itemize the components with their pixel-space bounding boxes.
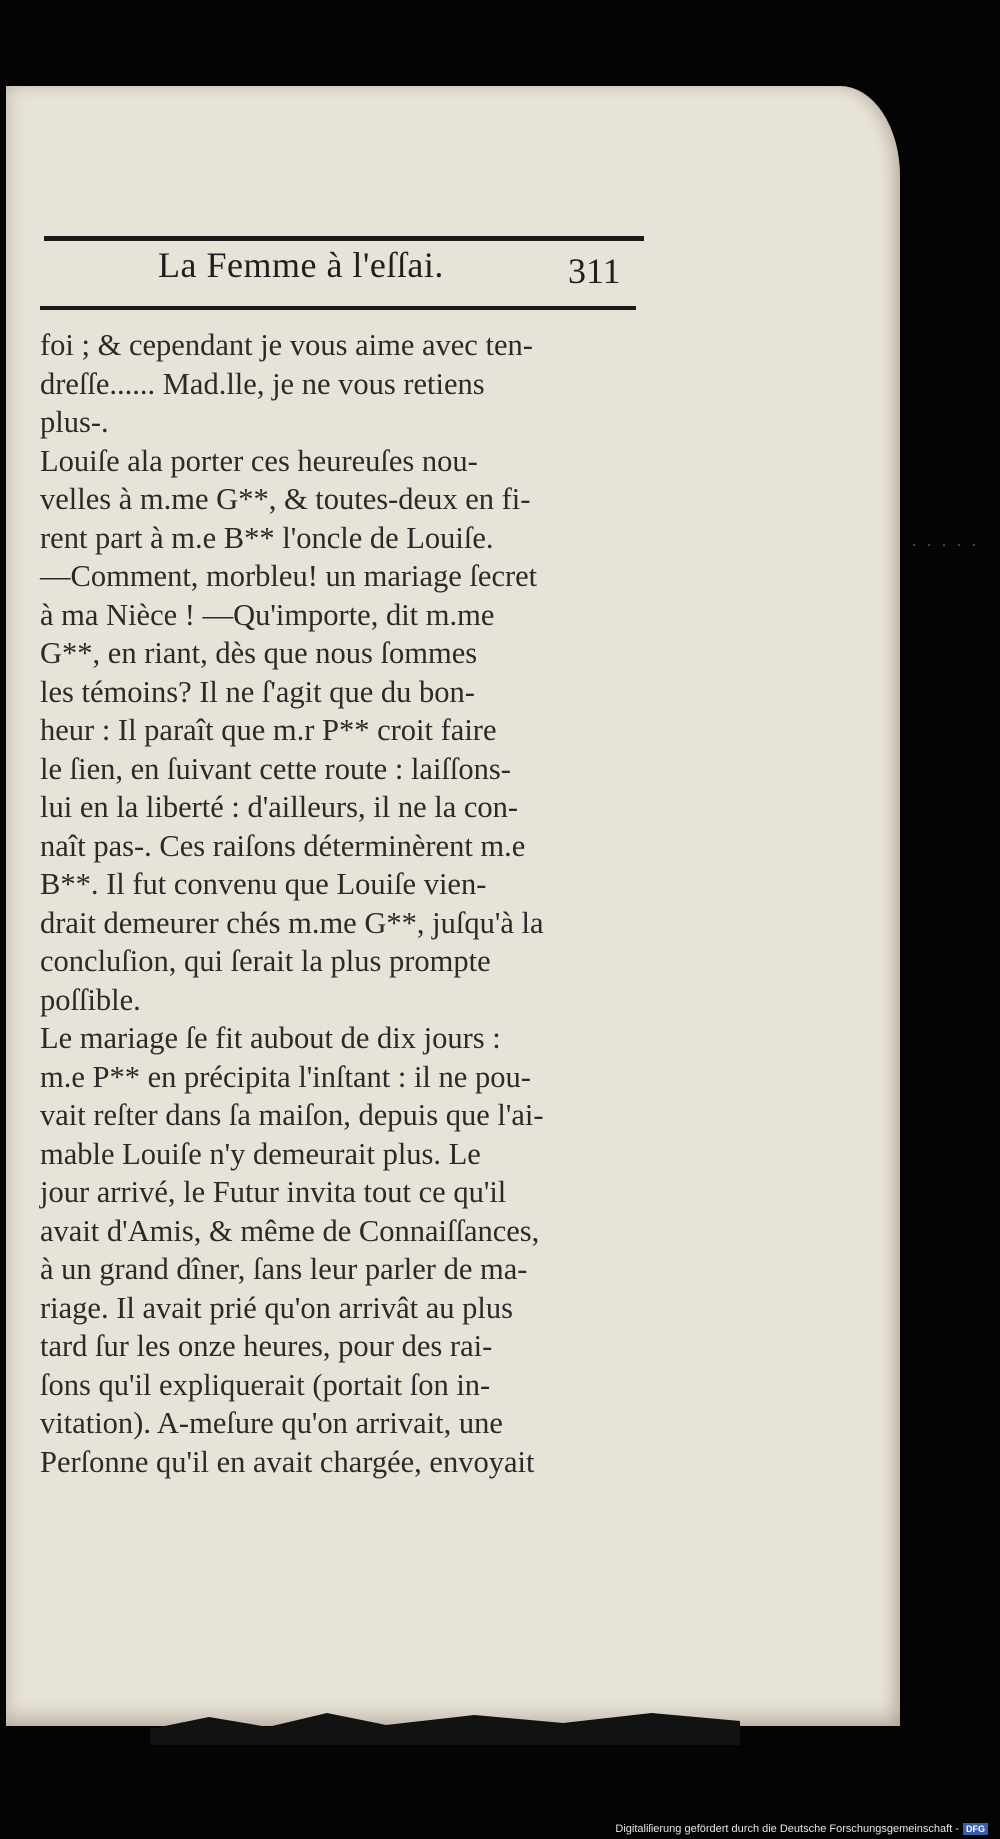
- digitization-credit: [615, 1823, 988, 1835]
- text-line: poſſible.: [40, 982, 141, 1017]
- text-line: B**. Il fut convenu que Louiſe vien-: [40, 867, 487, 901]
- text-line: les témoins? Il ne ſ'agit que du bon-: [40, 674, 475, 709]
- margin-marks: · · · · ·: [912, 538, 980, 554]
- text-line: heur : Il paraît que m.r P** croit faire: [40, 713, 497, 747]
- dfg-logo: DFG: [963, 1823, 988, 1835]
- text-line: le ſien, en ſuivant cette route : laiſſons-: [40, 751, 511, 786]
- body-text: [40, 326, 665, 1481]
- text-line: à un grand dîner, ſans leur parler de ma-: [40, 1252, 528, 1286]
- text-line: drait demeurer chés m.me G**, juſqu'à la: [40, 905, 544, 940]
- text-line: plus-.: [40, 405, 109, 439]
- text-line: rent part à m.e B** l'oncle de Louiſe.: [40, 520, 494, 555]
- running-head: La Femme à l'eſſai.: [158, 245, 444, 285]
- text-line: Le mariage ſe fit aubout de dix jours :: [40, 1021, 501, 1055]
- text-line: dreſſe...... Mad.lle, je ne vous retiens: [40, 366, 485, 401]
- text-line: vitation). A-meſure qu'on arrivait, une: [40, 1406, 503, 1440]
- text-line: ſons qu'il expliquerait (portait ſon in-: [40, 1367, 491, 1402]
- text-line: Louiſe ala porter ces heureuſes nou-: [40, 443, 478, 478]
- text-line: G**, en riant, dès que nous ſommes: [40, 636, 478, 670]
- text-line: avait d'Amis, & même de Connaiſſances,: [40, 1213, 540, 1248]
- text-line: jour arrivé, le Futur invita tout ce qu'il: [40, 1175, 507, 1209]
- credit-text: Digitaliſierung gefördert durch die Deutsche Forschungsgemeinschaft -: [615, 1823, 959, 1835]
- header-rule-top: [44, 236, 644, 241]
- header-rule-bottom: [40, 306, 636, 310]
- text-line: vait reſter dans ſa maiſon, depuis que l'ai-: [40, 1098, 544, 1132]
- text-line: Perſonne qu'il en avait chargée, envoyait: [40, 1444, 535, 1479]
- text-line: naît pas-. Ces raiſons déterminèrent m.e: [40, 828, 526, 863]
- text-line: velles à m.me G**, & toutes-deux en fi-: [40, 482, 531, 516]
- text-line: riage. Il avait prié qu'on arrivât au plus: [40, 1290, 513, 1325]
- text-line: —Comment, morbleu! un mariage ſecret: [40, 559, 538, 593]
- text-line: m.e P** en précipita l'inſtant : il ne pou-: [40, 1059, 531, 1094]
- text-line: à ma Nièce ! —Qu'importe, dit m.me: [40, 597, 495, 632]
- text-line: concluſion, qui ſerait la plus prompte: [40, 944, 491, 978]
- text-line: foi ; & cependant je vous aime avec ten-: [40, 328, 533, 362]
- page-number: 311: [568, 251, 621, 291]
- text-line: mable Louiſe n'y demeurait plus. Le: [40, 1136, 481, 1171]
- text-line: tard ſur les onze heures, pour des rai-: [40, 1329, 493, 1363]
- text-line: lui en la liberté : d'ailleurs, il ne la con-: [40, 790, 519, 824]
